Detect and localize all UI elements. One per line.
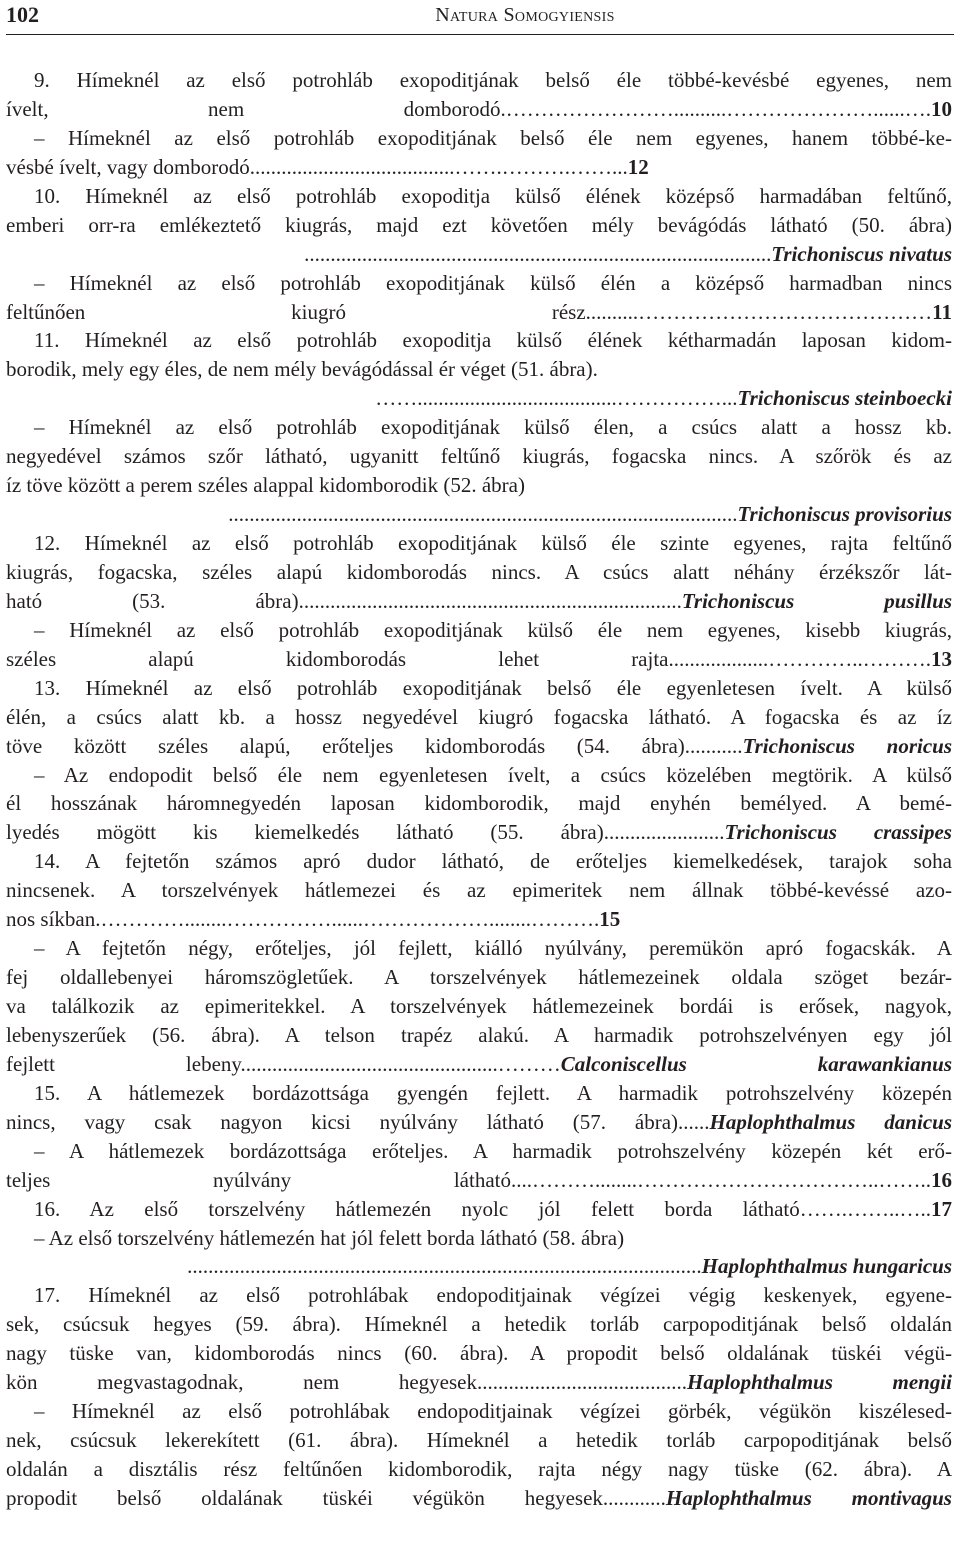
- key-line: [6, 1224, 952, 1253]
- line-text: fej oldallebenyei háromszögletűek. A torszelvények hátlemezeinek oldala szöget bezár-: [6, 965, 952, 990]
- line-text: nincs, vagy csak nagyon kicsi nyúlvány látható (57. ábra)......: [6, 1109, 710, 1134]
- couplet-reference: 17: [931, 1196, 952, 1221]
- key-line: [6, 1050, 952, 1079]
- key-line: [6, 1137, 952, 1166]
- key-line: [6, 558, 952, 587]
- line-text: – Hímeknél az első potrohlábak endopoditjainak végízei görbék, végükön kiszélesed-: [34, 1399, 952, 1424]
- taxon-name: Trichoniscus nivatus: [771, 241, 952, 266]
- line-text: 14. A fejtetőn számos apró dudor látható, de erőteljes kiemelkedések, tarajok soha: [34, 849, 952, 874]
- key-line: [6, 529, 952, 558]
- key-line: [6, 732, 952, 761]
- page-header: [6, 0, 954, 35]
- line-text: lebenyszerűek (56. ábra). A telson trapéz alakú. A harmadik potrohszelvényen egy jól: [6, 1022, 952, 1047]
- key-line: [6, 818, 952, 847]
- line-text: ……......................................……………...: [375, 386, 738, 411]
- key-line: [6, 1079, 952, 1108]
- key-line: [6, 674, 952, 703]
- key-line: [6, 1021, 952, 1050]
- key-line: [6, 153, 952, 182]
- key-line: [6, 1166, 952, 1195]
- key-line: [6, 1397, 952, 1426]
- line-text: fejlett lebeny.................................................………: [6, 1051, 561, 1076]
- key-line: [6, 1195, 952, 1224]
- taxon-name: Haplophthalmus montivagus: [665, 1485, 952, 1510]
- taxon-name: Haplophthalmus danicus: [709, 1109, 952, 1134]
- key-line: [6, 66, 952, 95]
- key-line: [6, 384, 952, 413]
- line-text: .........................................................................................: [304, 241, 772, 266]
- key-line: [6, 95, 952, 124]
- line-text: ható (53. ábra).........................................................................: [6, 588, 682, 613]
- line-text: oldalán a disztális rész feltűnően kidomborodik, rajta négy nagy tüske (62. ábra). A: [6, 1457, 952, 1481]
- couplet-reference: 10: [931, 96, 952, 121]
- couplet-reference: 11: [932, 299, 952, 324]
- line-text: – Hímeknél az első potrohláb exopoditjának külső élén a középső harmadban nincs: [34, 270, 952, 295]
- line-text: 12. Hímeknél az első potrohláb exopoditjának külső éle szinte egyenes, rajta feltűnő: [34, 531, 952, 555]
- line-text: – A fejtetőn négy, erőteljes, jól fejlett, kiálló nyúlvány, peremükön apró fogacskák. A: [34, 936, 952, 961]
- line-text: – A hátlemezek bordázottsága erőteljes. A harmadik potrohszelvény közepén két erő-: [34, 1138, 952, 1163]
- taxon-name: Haplophthalmus hungaricus: [701, 1254, 952, 1279]
- line-text: 16. Az első torszelvény hátlemezén nyolc jól felett borda látható…….……..…..: [34, 1196, 931, 1221]
- line-text: – Hímeknél az első potrohláb exopoditjának külső élen, a csúcs alatt a hossz kb.: [34, 415, 952, 440]
- taxon-name: Trichoniscus provisorius: [737, 502, 952, 527]
- line-text: .................................................................................................: [228, 502, 738, 527]
- key-line: [6, 1339, 952, 1368]
- key-line: [6, 298, 952, 327]
- key-line: [6, 703, 952, 732]
- key-line: [6, 413, 952, 442]
- key-line: [6, 240, 952, 269]
- key-line: [6, 326, 952, 355]
- taxon-name: Trichoniscus crassipes: [724, 820, 952, 845]
- key-line: [6, 934, 952, 963]
- key-line: [6, 616, 952, 645]
- line-text: – Hímeknél az első potrohláb exopoditjának belső éle nem egyenes, hanem többé-ke-: [34, 125, 952, 150]
- line-text: – Hímeknél az első potrohláb exopoditjának külső éle nem egyenes, kisebb kiugrás,: [34, 617, 952, 642]
- line-text: va találkozik az epimeritekkel. A torszelvények hátlemezeinek bordái is erősek, nagyok,: [6, 994, 952, 1018]
- line-text: töve között széles alapú, erőteljes kidomborodás (54. ábra)...........: [6, 733, 743, 758]
- line-text: nagy tüske van, kidomborodás nincs (60. ábra). A propodit belső oldalának tüskéi végü-: [6, 1341, 952, 1366]
- line-text: él hosszának háromnegyedén laposan kidomborodik, majd enyhén bemélyed. A bemé-: [6, 791, 952, 816]
- line-text: vésbé ívelt, vagy domborodó.......................................…….……….……...: [6, 154, 628, 179]
- line-text: propodit belső oldalának tüskéi végükön hegyesek............: [6, 1485, 666, 1510]
- line-text: negyedével számos szőr látható, ugyanitt feltűnő kiugrás, fogacska nincs. A szőrök és az: [6, 444, 952, 469]
- line-text: ívelt, nem domborodó.……………………..........…………………......….: [6, 96, 931, 121]
- line-text: – Az endopodit belső éle nem egyenletesen ívelt, a csúcs közelében megtörik. A külső: [34, 762, 952, 787]
- couplet-reference: 13: [931, 646, 952, 671]
- line-text: borodik, mely egy éles, de nem mély bevágódással ér véget (51. ábra).: [6, 357, 598, 382]
- key-line: [6, 269, 952, 298]
- line-text: 17. Hímeknél az első potrohlábak endopoditjainak végízei végig keskenyek, egyene-: [34, 1283, 952, 1308]
- line-text: 10. Hímeknél az első potrohláb exopoditja külső élének középső harmadában feltűnő,: [34, 183, 952, 208]
- line-text: nos síkban.…………........……………......………………........……….: [6, 907, 600, 932]
- line-text: ..................................................................................................: [187, 1254, 702, 1279]
- key-line: [6, 124, 952, 153]
- line-text: lyedés mögött kis kiemelkedés látható (55. ábra).......................: [6, 820, 725, 845]
- taxon-name: Trichoniscus steinboecki: [737, 386, 952, 411]
- key-line: [6, 992, 952, 1021]
- key-line: [6, 1455, 952, 1484]
- key-line: [6, 442, 952, 471]
- couplet-reference: 16: [931, 1167, 952, 1192]
- key-line: [6, 1426, 952, 1455]
- line-text: élén, a csúcs alatt kb. a hossz negyedével kiugró fogacska látható. A fogacska és az íz: [6, 704, 952, 729]
- line-text: kön megvastagodnak, nem hegyesek........................................: [6, 1370, 687, 1395]
- key-line: [6, 1484, 952, 1513]
- line-text: feltűnően kiugró rész..........……………………………………: [6, 299, 933, 324]
- key-line: [6, 211, 952, 240]
- key-line: [6, 905, 952, 934]
- line-text: teljes nyúlvány látható....………........……………………………..……..: [6, 1167, 931, 1192]
- taxon-name: Trichoniscus pusillus: [681, 588, 952, 613]
- couplet-reference: 15: [599, 907, 621, 932]
- key-line: [6, 789, 952, 818]
- line-text: nincsenek. A torszelvények hátlemezei és az epimeritek nem állnak többé-kevéssé azo-: [6, 878, 952, 903]
- taxon-name: Trichoniscus noricus: [742, 733, 952, 758]
- key-line: [6, 847, 952, 876]
- key-line: [6, 876, 952, 905]
- key-text: [6, 66, 952, 1513]
- page-number: 102: [6, 2, 39, 27]
- couplet-reference: 12: [627, 154, 649, 179]
- key-line: [6, 182, 952, 211]
- line-text: 11. Hímeknél az első potrohláb exopoditja külső élének kétharmadán laposan kidom-: [34, 328, 952, 353]
- key-line: [6, 645, 952, 674]
- key-line: [6, 761, 952, 790]
- key-line: [6, 500, 952, 529]
- taxon-name: Haplophthalmus mengii: [687, 1370, 952, 1395]
- line-text: kiugrás, fogacska, széles alapú kidomborodás nincs. A csúcs alatt néhány érzékszőr lát-: [6, 559, 952, 584]
- line-text: 15. A hátlemezek bordázottsága gyengén fejlett. A harmadik potrohszelvény közepén: [34, 1080, 952, 1105]
- key-line: [6, 1252, 952, 1281]
- line-text: sek, csúcsuk hegyes (59. ábra). Hímeknél a hetedik torláb carpopoditjának belső oldalán: [6, 1312, 952, 1337]
- line-text: 9. Hímeknél az első potrohláb exopoditjának belső éle többé-kevésbé egyenes, nem: [34, 68, 952, 92]
- line-text: íz töve között a perem széles alappal kidomborodik (52. ábra): [6, 473, 525, 498]
- key-line: [6, 587, 952, 616]
- line-text: – Az első torszelvény hátlemezén hat jól felett borda látható (58. ábra): [34, 1225, 625, 1250]
- taxon-name: Calconiscellus karawankianus: [560, 1051, 952, 1076]
- line-text: széles alapú kidomborodás lehet rajta...................…………..……….: [6, 646, 931, 671]
- line-text: 13. Hímeknél az első potrohláb exopoditjának belső éle egyenletesen ívelt. A külső: [34, 675, 952, 700]
- line-text: nek, csúcsuk lekerekített (61. ábra). Hímeknél a hetedik torláb carpopoditjának belső: [6, 1428, 952, 1453]
- line-text: emberi orr-ra emlékeztető kiugrás, majd ezt követően mély bevágódás látható (50. ábra): [6, 212, 952, 237]
- key-line: [6, 1281, 952, 1310]
- key-line: [6, 1368, 952, 1397]
- key-line: [6, 963, 952, 992]
- key-line: [6, 1310, 952, 1339]
- journal-title: Natura Somogyiensis: [435, 4, 615, 26]
- key-line: [6, 1108, 952, 1137]
- key-line: [6, 355, 952, 384]
- key-line: [6, 471, 952, 500]
